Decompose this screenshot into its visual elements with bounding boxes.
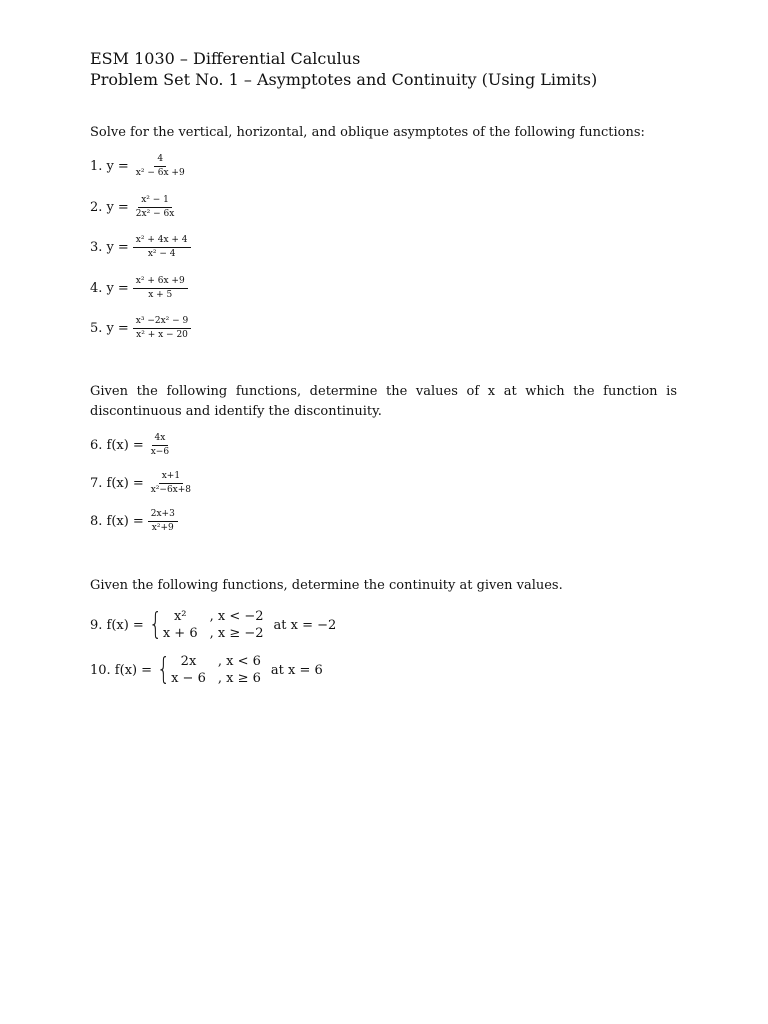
- problem-label: 10. f(x): [90, 662, 138, 678]
- problem-set-title: Problem Set No. 1 – Asymptotes and Continuity (Using Limits): [90, 70, 598, 89]
- problem-label: 1. y: [90, 158, 114, 174]
- denominator: x²−6x+8: [150, 484, 192, 495]
- case1-condition: , x < 6: [217, 654, 261, 669]
- denominator: x−6: [150, 446, 170, 457]
- denominator: x² + x − 20: [136, 329, 188, 340]
- numerator: 4: [154, 154, 166, 167]
- problem-10: [90, 653, 323, 687]
- equals-sign: =: [141, 662, 152, 678]
- fraction: [133, 276, 188, 301]
- problem-9: [90, 608, 336, 642]
- case2-condition: , x ≥ −2: [209, 626, 264, 641]
- case1-condition: , x < −2: [209, 609, 264, 624]
- numerator: x² + 6x +9: [133, 276, 188, 289]
- fraction: [148, 433, 172, 458]
- problem-label: 4. y: [90, 280, 114, 296]
- numerator: x+1: [159, 471, 183, 484]
- equals-sign: =: [132, 475, 144, 491]
- left-brace: {: [148, 607, 162, 642]
- denominator: x + 5: [148, 289, 173, 300]
- fraction: [148, 471, 194, 496]
- problem-7: [90, 468, 194, 498]
- evaluation-point: at x = −2: [273, 617, 337, 633]
- equals-sign: =: [117, 199, 129, 215]
- denominator: x² − 6x +9: [135, 167, 185, 178]
- case2-expression: x − 6: [171, 671, 206, 686]
- fraction: [133, 195, 177, 220]
- problem-label: 7. f(x): [90, 475, 129, 491]
- piecewise-function: [148, 608, 264, 642]
- problem-label: 6. f(x): [90, 437, 129, 453]
- problem-5: [90, 313, 191, 343]
- denominator: 2x² − 6x: [135, 208, 175, 219]
- problem-3: [90, 232, 191, 262]
- piecewise-function: [156, 653, 261, 687]
- fraction: [133, 154, 188, 179]
- numerator: x² − 1: [138, 195, 172, 208]
- section2-instruction: Given the following functions, determine the values of x at which the function is discontinuous and identify the discontinuity.: [90, 384, 677, 419]
- piecewise-cases: [171, 653, 261, 687]
- equals-sign: =: [117, 280, 129, 296]
- equals-sign: =: [132, 513, 144, 529]
- equals-sign: =: [117, 320, 129, 336]
- equals-sign: =: [117, 158, 129, 174]
- left-brace: {: [156, 652, 171, 687]
- course-title: ESM 1030 – Differential Calculus: [90, 49, 361, 68]
- piecewise-cases: [163, 608, 264, 642]
- section3-instruction: Given the following functions, determine the continuity at given values.: [90, 578, 563, 593]
- case2-expression: x + 6: [162, 626, 198, 641]
- problem-6: [90, 430, 172, 460]
- fraction: [133, 235, 191, 260]
- equals-sign: =: [132, 437, 144, 453]
- equals-sign: =: [132, 617, 144, 633]
- problem-label: 9. f(x): [90, 617, 129, 633]
- problem-2: [90, 192, 177, 222]
- numerator: 4x: [152, 433, 169, 446]
- problem-label: 5. y: [90, 320, 114, 336]
- numerator: 2x+3: [148, 509, 178, 522]
- denominator: x²+9: [151, 522, 174, 533]
- fraction: [148, 509, 178, 534]
- fraction: [133, 316, 191, 341]
- problem-label: 8. f(x): [90, 513, 129, 529]
- numerator: x² + 4x + 4: [133, 235, 191, 248]
- case1-expression: 2x: [180, 654, 197, 669]
- case1-expression: x²: [173, 609, 187, 624]
- problem-4: [90, 273, 188, 303]
- equals-sign: =: [117, 239, 129, 255]
- numerator: x³ −2x² − 9: [133, 316, 191, 329]
- section1-instruction: Solve for the vertical, horizontal, and oblique asymptotes of the following functions:: [90, 125, 645, 140]
- denominator: x² − 4: [147, 248, 176, 259]
- problem-1: [90, 151, 188, 181]
- problem-8: [90, 506, 178, 536]
- problem-label: 3. y: [90, 239, 114, 255]
- case2-condition: , x ≥ 6: [217, 671, 261, 686]
- evaluation-point: at x = 6: [270, 662, 323, 678]
- problem-label: 2. y: [90, 199, 114, 215]
